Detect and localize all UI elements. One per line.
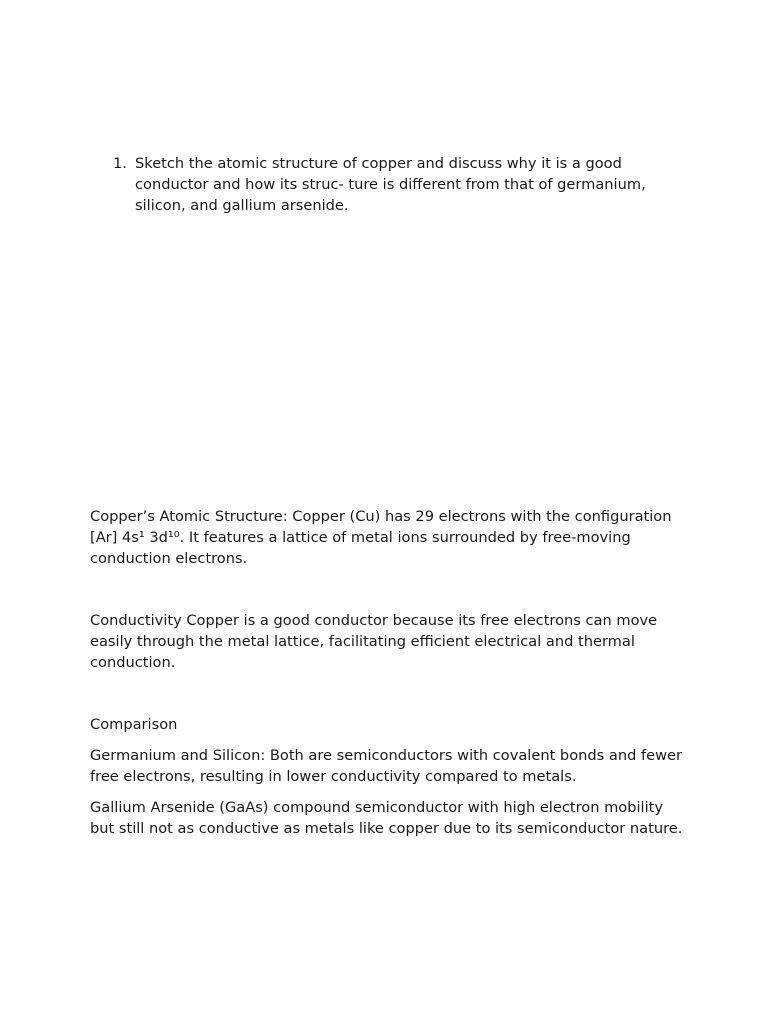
germanium-silicon-paragraph: Germanium and Silicon: Both are semiconductors with covalent bonds and fewer free electrons, resulting in lower conductivity compared to metals. bbox=[90, 747, 683, 785]
atomic-structure-paragraph: Copper’s Atomic Structure: Copper (Cu) has 29 electrons with the configuration [Ar] 4s¹ 3d¹⁰. It features a lattice of metal ions surrounded by free-moving conduction electrons. bbox=[90, 508, 672, 567]
question-item bbox=[113, 154, 673, 216]
gallium-arsenide-paragraph: Gallium Arsenide (GaAs) compound semiconductor with high electron mobility but still not as conductive as metals like copper due to its semiconductor nature. bbox=[90, 799, 683, 837]
comparison-heading: Comparison bbox=[90, 716, 178, 733]
question-number: 1. bbox=[113, 155, 127, 172]
conductivity-paragraph: Conductivity Copper is a good conductor because its free electrons can move easily through the metal lattice, facilitating efficient electrical and thermal conduction. bbox=[90, 612, 658, 671]
question-text: Sketch the atomic structure of copper and discuss why it is a good conductor and how its struc- ture is different from that of germanium, silicon, and gallium arsenide. bbox=[135, 155, 646, 214]
